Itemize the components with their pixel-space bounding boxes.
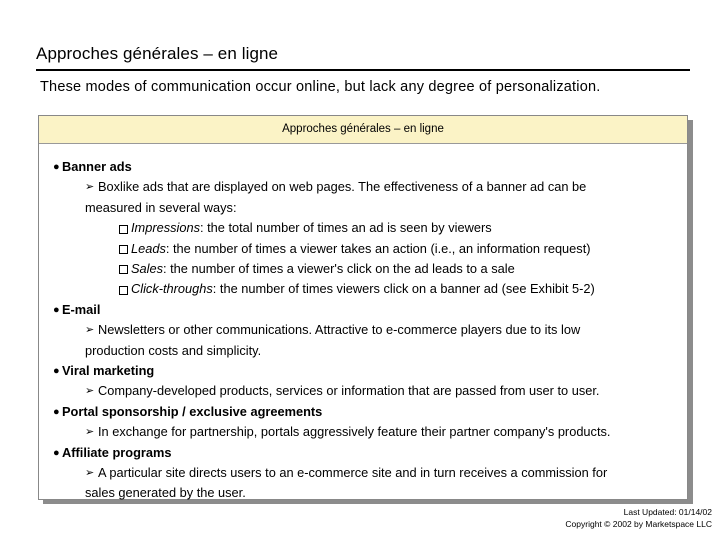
square-bullet-icon <box>119 265 128 274</box>
section-heading: Viral marketing <box>62 362 155 378</box>
section-heading: E-mail <box>62 301 101 317</box>
copyright: Copyright © 2002 by Marketspace LLC <box>565 519 712 529</box>
arrow-bullet-icon: ➢ <box>85 385 95 398</box>
section-affiliate-programs <box>39 443 687 463</box>
arrow-bullet-icon: ➢ <box>85 324 95 337</box>
bullet-icon: ● <box>53 364 60 377</box>
subpoint-text: : the total number of times an ad is seen by viewers <box>199 220 492 236</box>
section-heading: Portal sponsorship / exclusive agreements <box>62 403 323 419</box>
section-heading: Affiliate programs <box>62 444 172 460</box>
bullet-icon: ● <box>53 161 60 173</box>
subpoint-term: Impressions <box>131 220 200 236</box>
point <box>39 177 687 218</box>
box-content <box>39 157 687 504</box>
section-heading: Banner ads <box>62 159 132 174</box>
section-banner-ads <box>39 157 687 177</box>
point <box>39 422 687 442</box>
point <box>39 463 687 504</box>
square-bullet-icon <box>119 286 128 295</box>
point <box>39 381 687 401</box>
section-viral-marketing <box>39 361 687 381</box>
arrow-bullet-icon: ➢ <box>85 181 95 194</box>
subpoint-text: : the number of times a viewer's click on the ad leads to a sale <box>163 260 515 276</box>
point-line: In exchange for partnership, portals aggressively feature their partner company's products. <box>98 424 611 440</box>
subpoint-term: Sales <box>131 260 164 276</box>
point-line-continued: sales generated by the user. <box>85 485 246 501</box>
subpoint-leads <box>39 239 687 259</box>
point-line-continued: production costs and simplicity. <box>85 342 262 358</box>
point-line: Boxlike ads that are displayed on web pages. The effectiveness of a banner ad can be <box>98 179 587 195</box>
bullet-icon: ● <box>53 303 60 316</box>
point <box>39 320 687 361</box>
section-portal-sponsorship <box>39 402 687 422</box>
arrow-bullet-icon: ➢ <box>85 466 95 479</box>
point-line: A particular site directs users to an e-commerce site and in turn receives a commission for <box>98 464 608 480</box>
content-box <box>38 115 688 500</box>
footer <box>565 506 712 530</box>
arrow-bullet-icon: ➢ <box>85 426 95 439</box>
bullet-icon: ● <box>53 405 60 418</box>
section-e-mail <box>39 300 687 320</box>
point-line: Newsletters or other communications. Attractive to e-commerce players due to its low <box>98 322 581 338</box>
box-header: Approches générales – en ligne <box>39 116 687 144</box>
subpoint-impressions <box>39 218 687 238</box>
subpoint-term: Click-throughs <box>131 281 213 297</box>
title-divider <box>36 69 690 71</box>
point-line: Company-developed products, services or information that are passed from user to user. <box>98 383 600 399</box>
subpoint-text: : the number of times a viewer takes an action (i.e., an information request) <box>165 240 591 256</box>
subpoint-sales <box>39 259 687 279</box>
subpoint-text: : the number of times viewers click on a banner ad (see Exhibit 5-2) <box>212 281 595 297</box>
bullet-icon: ● <box>53 446 60 459</box>
page-subtitle: These modes of communication occur online, but lack any degree of personalization. <box>40 79 601 95</box>
point-line-continued: measured in several ways: <box>85 199 237 215</box>
subpoint-click-throughs <box>39 279 687 299</box>
square-bullet-icon <box>119 245 128 254</box>
square-bullet-icon <box>119 225 128 234</box>
page-title: Approches générales – en ligne <box>36 44 279 63</box>
last-updated: Last Updated: 01/14/02 <box>623 507 712 517</box>
subpoint-term: Leads <box>131 240 166 256</box>
